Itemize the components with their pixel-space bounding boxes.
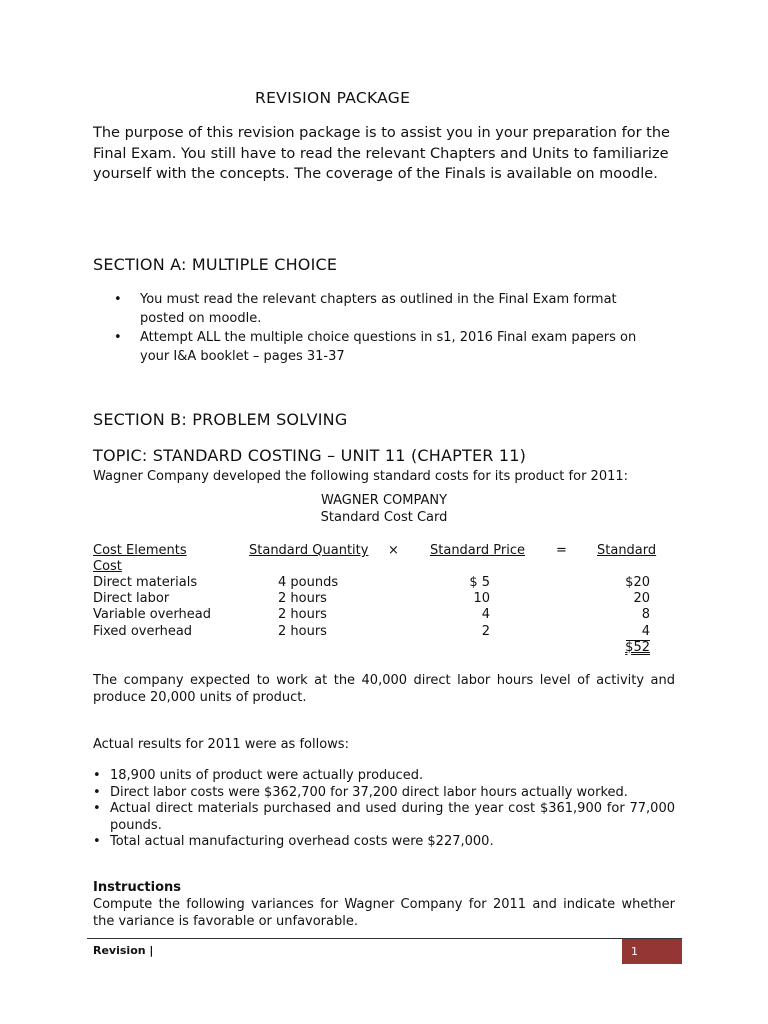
cell-price: 2 (481, 624, 490, 639)
bullet-icon: • (114, 330, 122, 345)
list-item: • Direct labor costs were $362,700 for 37,200 direct labor hours actually worked. (93, 784, 628, 800)
bullet-icon: • (114, 292, 122, 307)
list-item: • You must read the relevant chapters as outlined in the Final Exam format posted on moodle. (114, 292, 617, 326)
header-equals-sign: = (556, 543, 567, 558)
cell-cost: 4 (641, 624, 650, 639)
header-standard: Standard (597, 543, 657, 558)
header-times-sign: × (388, 543, 399, 558)
actual-lead-text: Actual results for 2011 were as follows: (93, 737, 349, 752)
bullet-icon: • (93, 768, 101, 783)
header-cost: Cost (93, 559, 122, 574)
page-title: REVISION PACKAGE (255, 89, 411, 107)
cell-price: 4 (481, 607, 490, 622)
cell-price: 10 (473, 591, 490, 606)
cell-cost: $20 (625, 575, 650, 590)
topic-heading: TOPIC: STANDARD COSTING – UNIT 11 (CHAPTER 11) (93, 446, 527, 465)
cell-element: Direct materials (93, 575, 198, 590)
instructions-paragraph: Compute the following variances for Wagner Company for 2011 and indicate whether the variance is favorable or unfavorable. (93, 897, 675, 929)
list-item: • Actual direct materials purchased and used during the year cost $361,900 for 77,000 pounds. (93, 801, 675, 833)
bullet-icon: • (93, 834, 101, 849)
section-a-heading: SECTION A: MULTIPLE CHOICE (93, 255, 338, 274)
cell-price: $ 5 (469, 575, 490, 590)
expected-paragraph: The company expected to work at the 40,000 direct labor hours level of activity and produce 20,000 units of product. (93, 673, 675, 705)
cell-quantity: 2 hours (278, 591, 327, 606)
actual-results-list (93, 768, 675, 851)
card-title: WAGNER COMPANY (320, 493, 448, 508)
bullet-icon: • (93, 784, 101, 800)
cell-cost: 8 (641, 607, 650, 622)
card-subtitle: Standard Cost Card (320, 510, 448, 525)
list-item: • Attempt ALL the multiple choice questions in s1, 2016 Final exam papers on your I&A booklet – pages 31-37 (114, 330, 637, 364)
cell-cost: 20 (633, 591, 650, 606)
bullet-icon: • (93, 801, 101, 816)
page-number: 1 (631, 945, 638, 958)
list-item: • 18,900 units of product were actually produced. (93, 768, 424, 783)
header-standard-quantity: Standard Quantity (249, 543, 369, 558)
header-cost-elements: Cost Elements (93, 543, 187, 558)
cell-quantity: 2 hours (278, 624, 327, 639)
cell-element: Variable overhead (93, 607, 211, 622)
header-standard-price: Standard Price (430, 543, 525, 558)
footer-rule (87, 938, 682, 939)
intro-paragraph: The purpose of this revision package is to assist you in your preparation for the Final Exam. You still have to read the relevant Chapters and Units to familiarize yourself with the concepts. The coverage of the Finals is available on moodle. (93, 125, 670, 182)
cell-quantity: 2 hours (278, 607, 327, 622)
card-lead-text: Wagner Company developed the following standard costs for its product for 2011: (93, 469, 629, 484)
instructions-heading: Instructions (93, 880, 182, 895)
cell-total: $52 (625, 640, 650, 655)
footer-label: Revision | (93, 944, 154, 957)
cell-element: Direct labor (93, 591, 170, 606)
cell-element: Fixed overhead (93, 624, 193, 639)
cell-quantity: 4 pounds (278, 575, 339, 590)
section-a-list (93, 290, 663, 366)
list-item: • Total actual manufacturing overhead costs were $227,000. (93, 834, 494, 849)
section-b-heading: SECTION B: PROBLEM SOLVING (93, 410, 348, 429)
